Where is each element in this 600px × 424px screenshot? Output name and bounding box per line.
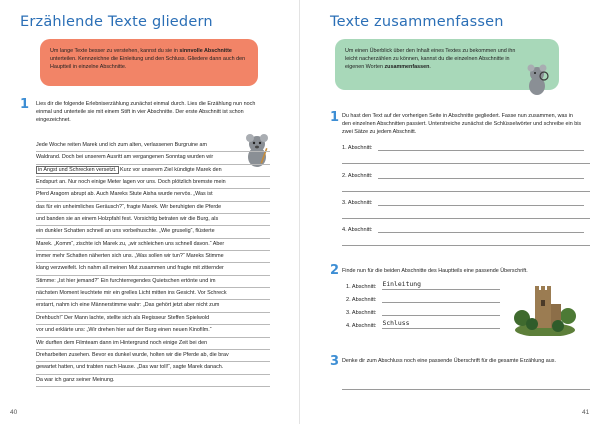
answer-line[interactable]: [342, 163, 590, 164]
heading-answer-line[interactable]: [382, 281, 500, 290]
task-instruction: Finde nun für die beiden Abschnitte des Hauptteils eine passende Überschrift.: [342, 268, 528, 274]
right-page: [300, 0, 600, 424]
heading-label: 1. Abschnitt:: [346, 284, 377, 290]
story-line: Endspurt an. Nur noch einige Meter lagen vor uns. Doch plötzlich bremste mein: [36, 177, 270, 189]
castle-ruin-icon: [514, 280, 576, 336]
story-line: und banden sie an einem Holzpfahl fest. Vorsichtig betraten wir die Burg, als: [36, 214, 270, 226]
info-text-rest: unterteilen. Kennzeichne die Einleitung und den Schluss. Gliedere dann auch den Hauptteil in einzelne Abschnitte.: [50, 56, 246, 70]
answer-line[interactable]: [342, 245, 590, 246]
info-box: [40, 39, 258, 86]
info-text: Um einen Überblick über den Inhalt eines Textes zu bekommen und ihn leicht nacherzählen zu können, kannst du die einzelnen Abschnitte in eigenen Worten: [345, 48, 516, 70]
story-line: nächsten Moment leuchtete mir ein grelles Licht mitten ins Gesicht. Vor Schreck: [36, 288, 270, 300]
heading-field-row: [346, 307, 500, 316]
story-line: klang verzweifelt. Ich nahm all meinen Mut zusammen und fragte mit zitternder: [36, 263, 270, 275]
story-line: Pferd Aragorn abrupt ab. Auch Mareks Stute Aisha wurde nervös. „Was ist: [36, 189, 270, 201]
task-number: 2: [330, 263, 340, 278]
story-line: Da war ich ganz seiner Meinung.: [36, 375, 270, 387]
info-text: Um lange Texte besser zu verstehen, kannst du sie in: [50, 48, 180, 54]
answer-line[interactable]: [378, 170, 584, 179]
answer-label: 3. Abschnitt:: [342, 200, 373, 206]
info-text-end: .: [429, 64, 431, 70]
heading-field-row: [346, 294, 500, 303]
task-instruction: Lies dir die folgende Erlebniserzählung zunächst einmal durch. Lies die Erzählung nun noch einmal und unterteile sie mit einem Stift in vier Abschnitte. Der erste Abschnitt ist schon eingezeichnet.: [36, 101, 256, 124]
answer-field-row: [342, 142, 584, 151]
answer-field-row: [342, 224, 584, 233]
heading-label: 3. Abschnitt:: [346, 310, 377, 316]
story-line-marked: [36, 165, 270, 177]
page-number: 41: [582, 409, 590, 416]
answer-line[interactable]: [342, 389, 590, 390]
handwritten-answer: Schluss: [382, 319, 410, 327]
story-line: Jede Woche reiten Marek und ich zum alten, verlassenen Burgruine am: [36, 140, 270, 152]
answer-label: 4. Abschnitt:: [342, 227, 373, 233]
story-line: immer mehr Schatten näherten sich uns. „Was sollen wir tun?“ Mareks Stimme: [36, 251, 270, 263]
heading-answer-line[interactable]: [382, 307, 500, 316]
answer-line[interactable]: [378, 224, 584, 233]
story-line: Stimme: „Ist hier jemand?“ Ein furchterregendes Quietschen ertönte und im: [36, 276, 270, 288]
story-line: ein dunkler Schatten schnell an uns vorbeihuschte. „Wie gruselig“, flüsterte: [36, 226, 270, 238]
heading-answer-line[interactable]: [382, 294, 500, 303]
task-number: 1: [330, 110, 340, 125]
story-line: vor und erklärte uns: „Wir drehen hier auf der Burg einen neuen Kinofilm.“: [36, 325, 270, 337]
story-line: Waldrand. Doch bei unserem Ausritt am vergangenen Sonntag wurden wir: [36, 152, 270, 164]
story-line: das für ein unheimliches Geräusch?“, fragte Marek. Wir beruhigten die Pferde: [36, 202, 270, 214]
answer-line[interactable]: [342, 191, 590, 192]
answer-line[interactable]: [342, 218, 590, 219]
story-line: Wir durften dem Filmteam dann im Hintergrund noch einige Zeit bei den: [36, 338, 270, 350]
story-line-rest: Kurz vor unserem Ziel kündigte Marek den: [118, 166, 222, 173]
page-number: 40: [10, 409, 18, 416]
page-title: Erzählende Texte gliedern: [20, 14, 213, 30]
handwritten-answer: Einleitung: [382, 280, 421, 288]
story-line: gewartet hatten, und trabten nach Hause. „Das war toll!“, sagte Marek danach.: [36, 362, 270, 374]
heading-label: 4. Abschnitt:: [346, 323, 377, 329]
task-instruction: Denke dir zum Abschluss noch eine passende Überschrift für die gesamte Erzählung aus.: [342, 358, 556, 364]
story-line: Drehbuch!“ Der Mann lachte, stellte sich als Regisseur Steffen Spielwold: [36, 313, 270, 325]
answer-label: 2. Abschnitt:: [342, 173, 373, 179]
task-instruction: Du hast den Text auf der vorherigen Seite in Abschnitte gegliedert. Fasse nun zusammen, was in den einzelnen Abschnitten passiert. Unterstreiche zunächst die Schlüsselwörter und schreibe ein bis zwei Sätze zu jedem Abschnitt.: [342, 113, 582, 136]
heading-label: 2. Abschnitt:: [346, 297, 377, 303]
story-line: Marek. „Komm“, zischte ich Marek zu, „wir schleichen uns schnell davon.“ Aber: [36, 239, 270, 251]
heading-answer-line[interactable]: [382, 320, 500, 329]
heading-field-row: [346, 281, 500, 290]
mouse-magnifier-icon: [522, 62, 552, 96]
heading-field-row: [346, 320, 500, 329]
answer-line[interactable]: [378, 142, 584, 151]
story-text: [36, 140, 270, 387]
story-line: Dreharbeiten zusehen. Bevor es dunkel wurde, holten wir die Pferde ab, die brav: [36, 350, 270, 362]
task-number: 3: [330, 354, 340, 369]
info-bold: zusammenfassen: [384, 64, 430, 70]
section-mark: in Angst und Schrecken versetzt.: [38, 166, 117, 173]
page-title: Texte zusammenfassen: [330, 14, 504, 30]
task-number: 1: [20, 97, 30, 112]
info-bold: sinnvolle Abschnitte: [179, 48, 232, 54]
answer-field-row: [342, 197, 584, 206]
answer-label: 1. Abschnitt:: [342, 145, 373, 151]
answer-line[interactable]: [378, 197, 584, 206]
story-line: erstarrt, nahm ich eine Männerstimme wahr: „Das gehört jetzt aber nicht zum: [36, 300, 270, 312]
answer-field-row: [342, 170, 584, 179]
